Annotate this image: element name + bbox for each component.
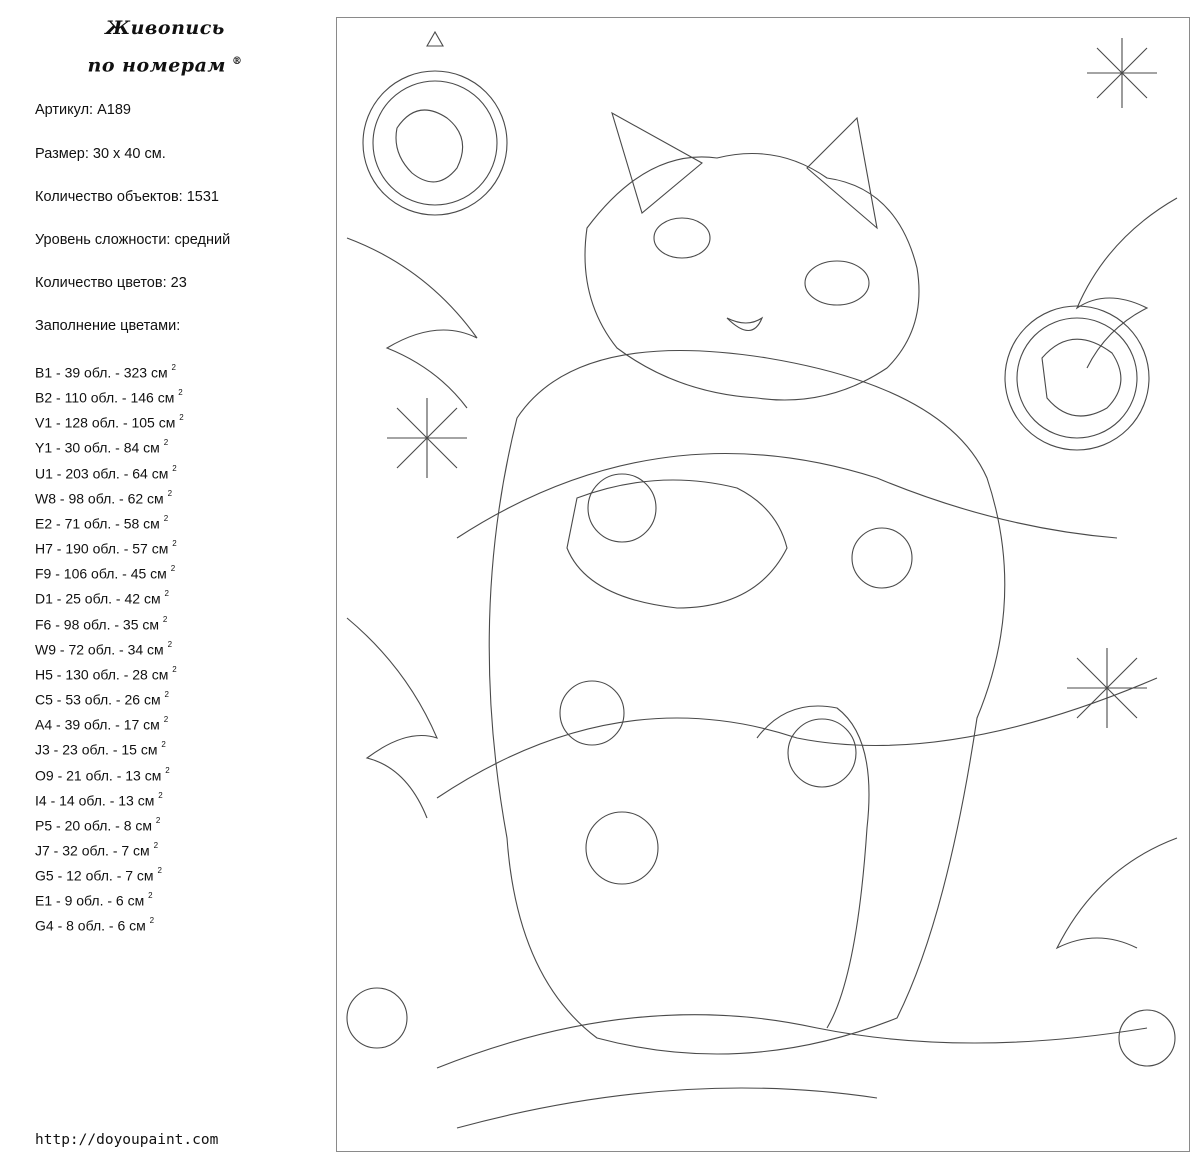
color-entry-text: F6 - 98 обл. - 35 см	[35, 616, 160, 633]
color-entry-text: U1 - 203 обл. - 64 см	[35, 465, 169, 482]
difficulty-label: Уровень сложности: средний	[35, 232, 231, 248]
cat-body	[489, 351, 1005, 1055]
ornament-ball-right-inner	[1017, 318, 1137, 438]
color-entry-text: P5 - 20 обл. - 8 см	[35, 817, 153, 834]
fill-heading: Заполнение цветами:	[35, 318, 181, 334]
garland-lower	[437, 678, 1157, 798]
color-entry	[35, 611, 184, 636]
color-entry-text: B2 - 110 обл. - 146 см	[35, 389, 175, 406]
color-entry-text: V1 - 128 обл. - 105 см	[35, 414, 176, 431]
color-entry	[35, 762, 184, 787]
bauble-5	[586, 812, 658, 884]
color-entry	[35, 359, 184, 384]
article-label: Артикул: A189	[35, 102, 131, 118]
fir-branch-right	[1077, 198, 1177, 368]
snowflake-right	[1067, 648, 1147, 728]
unit-superscript: 2	[172, 463, 177, 473]
unit-superscript: 2	[149, 916, 155, 926]
brand-line-2	[0, 45, 330, 82]
cat-paw-left	[567, 480, 787, 608]
ornament-ball-top-left	[363, 71, 507, 215]
color-entry	[35, 384, 184, 409]
color-entry	[35, 535, 184, 560]
unit-superscript: 2	[172, 539, 177, 549]
color-entry	[35, 485, 184, 510]
cat-eye-left	[654, 218, 710, 258]
color-entry-text: H7 - 190 обл. - 57 см	[35, 540, 169, 557]
color-entry-text: H5 - 130 обл. - 28 см	[35, 666, 169, 683]
color-entry	[35, 434, 184, 459]
color-entry-text: F9 - 106 обл. - 45 см	[35, 565, 167, 582]
color-entry-text: J3 - 23 обл. - 15 см	[35, 742, 158, 758]
color-entry-text: O9 - 21 обл. - 13 см	[35, 767, 162, 784]
snowflake-top-right	[1087, 38, 1157, 108]
color-entry	[35, 686, 184, 711]
color-entry	[35, 787, 184, 812]
ornament-highlight	[396, 110, 463, 182]
legend-sidebar	[0, 0, 330, 1169]
color-entry-text: G4 - 8 обл. - 6 см	[35, 918, 146, 935]
color-entry	[35, 560, 184, 585]
color-entry-text: W9 - 72 обл. - 34 см	[35, 641, 164, 658]
color-entry	[35, 460, 184, 485]
snowflake-left	[387, 398, 467, 478]
unit-superscript: 2	[179, 413, 184, 423]
unit-superscript: 2	[170, 564, 176, 574]
coloring-outline-canvas	[336, 17, 1190, 1152]
color-entry	[35, 711, 184, 736]
color-entry	[35, 585, 184, 610]
unit-superscript: 2	[171, 363, 176, 372]
bauble-3	[560, 681, 624, 745]
color-entry	[35, 636, 184, 661]
unit-superscript: 2	[172, 664, 177, 674]
cat-eye-right	[805, 261, 869, 305]
unit-superscript: 2	[153, 840, 159, 850]
unit-superscript: 2	[162, 614, 168, 624]
color-entry	[35, 912, 184, 937]
size-label: Размер: 30 х 40 см.	[35, 146, 166, 162]
color-entry-text: I4 - 14 обл. - 13 см	[35, 792, 155, 809]
unit-superscript: 2	[148, 891, 153, 901]
bauble-bottom-left	[347, 988, 407, 1048]
fir-branch-right-lower	[1057, 838, 1177, 948]
color-list	[35, 359, 184, 938]
bauble-1	[588, 474, 656, 542]
colors-count-label: Количество цветов: 23	[35, 275, 187, 291]
cat-ear-left	[612, 113, 702, 213]
brand-logo	[0, 12, 330, 82]
color-entry-text: E2 - 71 обл. - 58 см	[35, 515, 160, 532]
color-entry-text: W8 - 98 обл. - 62 см	[35, 490, 164, 507]
unit-superscript: 2	[163, 715, 169, 725]
ornament-highlight-right	[1042, 339, 1121, 416]
cat-nose	[727, 318, 762, 331]
unit-superscript: 2	[157, 866, 162, 876]
objects-count-label: Количество объектов: 1531	[35, 189, 219, 205]
color-entry	[35, 510, 184, 535]
unit-superscript: 2	[163, 513, 169, 523]
cat-tail	[437, 1015, 1147, 1068]
bauble-4	[788, 719, 856, 787]
unit-superscript: 2	[167, 488, 173, 498]
cat-leg	[757, 706, 869, 1028]
unit-superscript: 2	[167, 639, 173, 649]
registered-mark: ®	[231, 56, 243, 67]
bauble-2	[852, 528, 912, 588]
color-entry-text: C5 - 53 обл. - 26 см	[35, 691, 161, 708]
unit-superscript: 2	[161, 740, 166, 750]
color-entry	[35, 661, 184, 686]
fir-branch-left	[347, 238, 477, 408]
ornament-cap	[427, 32, 443, 46]
color-entry	[35, 887, 184, 912]
cat-outline-drawing	[337, 18, 1189, 1151]
unit-superscript: 2	[165, 765, 170, 775]
color-entry-text: G5 - 12 обл. - 7 см	[35, 867, 154, 884]
ornament-ball-right	[1005, 306, 1149, 450]
unit-superscript: 2	[155, 815, 161, 825]
website-link[interactable]: http://doyoupaint.com	[35, 1132, 219, 1148]
unit-superscript: 2	[164, 589, 169, 599]
unit-superscript: 2	[178, 388, 183, 398]
color-entry-text: J7 - 32 обл. - 7 см	[35, 842, 150, 859]
color-entry-text: B1 - 39 обл. - 323 см	[35, 364, 168, 381]
cat-ear-right	[807, 118, 877, 228]
color-entry	[35, 812, 184, 837]
bauble-bottom-right	[1119, 1010, 1175, 1066]
brand-line-2-text: по номерам	[87, 54, 226, 77]
color-entry-text: A4 - 39 обл. - 17 см	[35, 716, 160, 733]
brand-line-1: Живопись	[105, 17, 225, 39]
color-entry-text: E1 - 9 обл. - 6 см	[35, 892, 145, 909]
color-entry	[35, 409, 184, 434]
color-entry-text: D1 - 25 обл. - 42 см	[35, 591, 161, 608]
unit-superscript: 2	[164, 690, 169, 700]
garland-upper	[457, 454, 1117, 539]
fir-branch-left-lower	[347, 618, 437, 818]
color-entry-text: Y1 - 30 обл. - 84 см	[35, 440, 160, 457]
ornament-ball-top-left-inner	[373, 81, 497, 205]
color-entry	[35, 736, 184, 761]
unit-superscript: 2	[163, 438, 169, 448]
color-entry	[35, 862, 184, 887]
unit-superscript: 2	[158, 790, 163, 800]
color-entry	[35, 837, 184, 862]
cat-tail-lower	[457, 1088, 877, 1128]
